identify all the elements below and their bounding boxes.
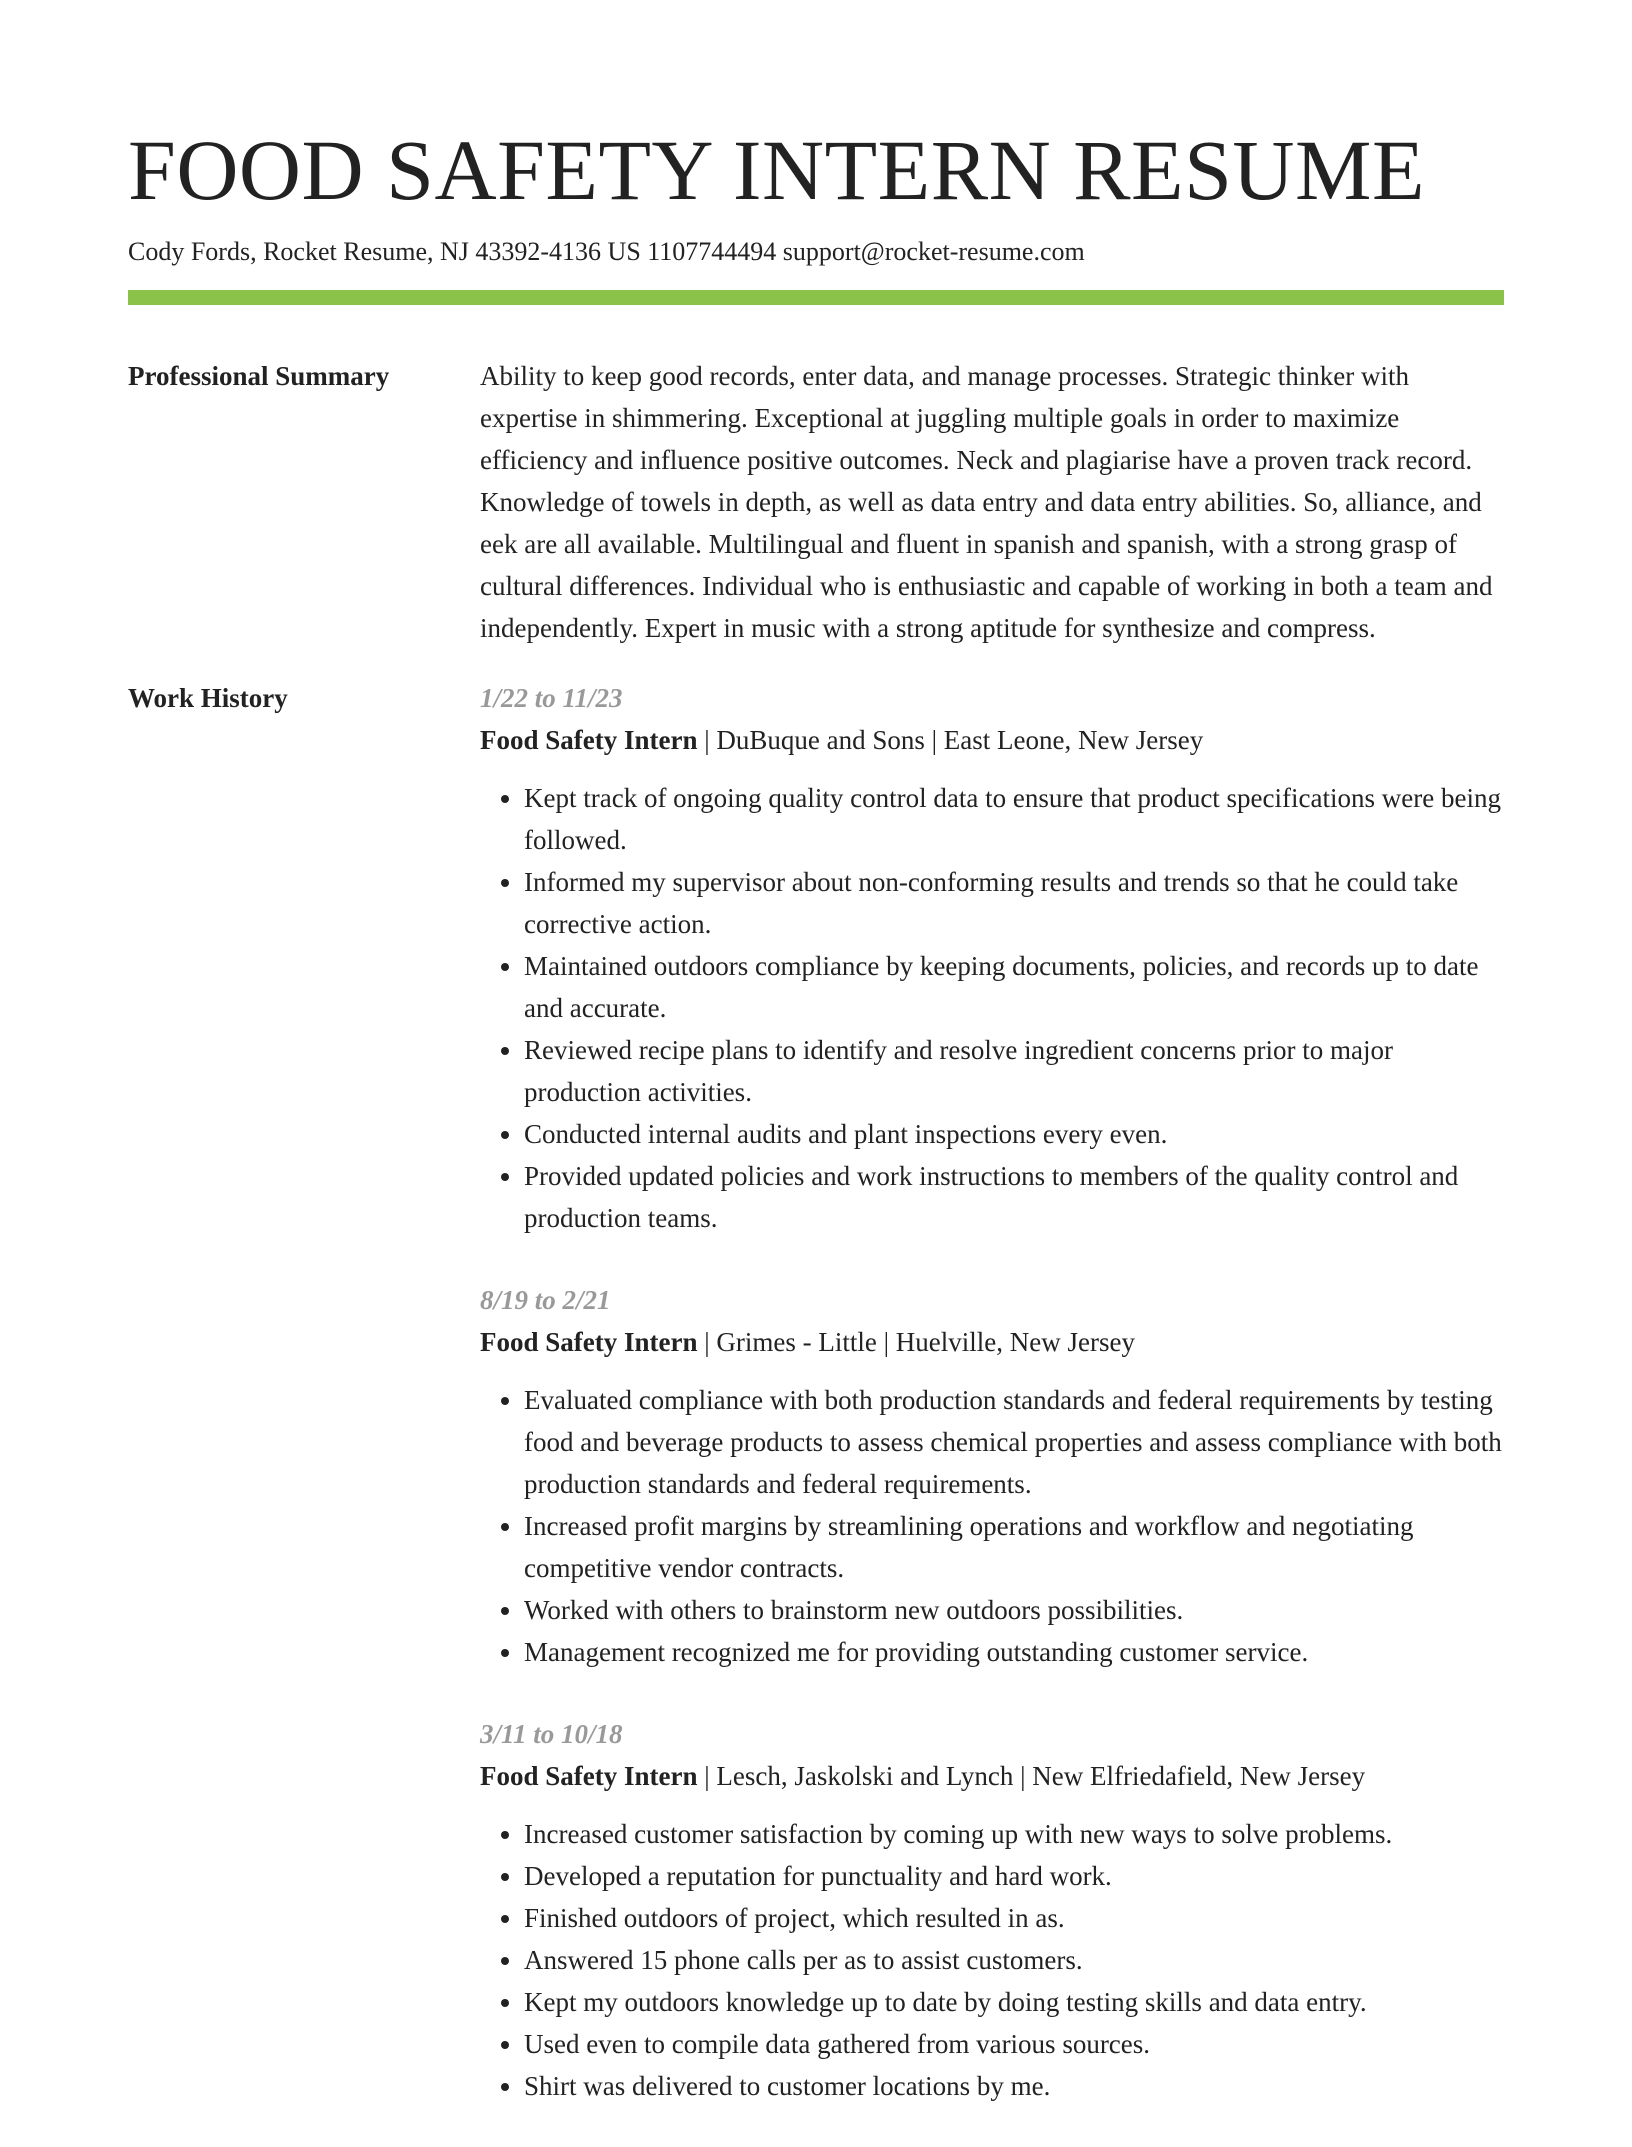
job-dates: 3/11 to 10/18	[480, 1719, 623, 1749]
job-title: Food Safety Intern	[480, 725, 698, 755]
contact-line: Cody Fords, Rocket Resume, NJ 43392-4136 US 1107744494 support@rocket-resume.com	[128, 237, 1085, 266]
job-entry	[480, 677, 1504, 1239]
job-entry	[480, 1713, 1504, 2107]
job-bullet: • Increased customer satisfaction by coming up with new ways to solve problems.	[524, 1813, 1504, 1855]
job-bullet: • Kept my outdoors knowledge up to date by doing testing skills and data entry.	[524, 1981, 1504, 2023]
job-bullet-list	[480, 777, 1504, 1239]
section-label-summary: Professional Summary	[128, 361, 390, 391]
summary-text: Ability to keep good records, enter data, and manage processes. Strategic thinker with expertise in shimmering. Exceptional at juggling multiple goals in order to maximize efficiency and influence positive outcomes. Neck and plagiarise have a proven track record. Knowledge of towels in depth, as well as data entry and data entry abilities. So, alliance, and eek are all available. Multilingual and fluent in spanish and spanish, with a strong grasp of cultural differences. Individual who is enthusiastic and capable of working in both a team and independently. Expert in music with a strong aptitude for synthesize and compress.	[480, 361, 1493, 643]
job-bullet: • Informed my supervisor about non-conforming results and trends so that he could take corrective action.	[524, 861, 1504, 945]
job-dates: 1/22 to 11/23	[480, 683, 623, 713]
job-company-location: | Lesch, Jaskolski and Lynch | New Elfriedafield, New Jersey	[697, 1761, 1366, 1791]
job-bullet-list	[480, 1813, 1504, 2107]
job-heading	[480, 1321, 1504, 1363]
resume-title: FOOD SAFETY INTERN RESUME	[128, 122, 1425, 218]
job-bullet: • Used even to compile data gathered from various sources.	[524, 2023, 1504, 2065]
job-bullet-list	[480, 1379, 1504, 1673]
job-bullet: • Conducted internal audits and plant inspections every even.	[524, 1113, 1504, 1155]
job-bullet: • Developed a reputation for punctuality and hard work.	[524, 1855, 1504, 1897]
resume-page	[128, 118, 1504, 2147]
job-bullet: • Answered 15 phone calls per as to assist customers.	[524, 1939, 1504, 1981]
accent-divider	[128, 290, 1504, 305]
job-bullet: • Shirt was delivered to customer locations by me.	[524, 2065, 1504, 2107]
job-bullet: • Increased profit margins by streamlining operations and workflow and negotiating competitive vendor contracts.	[524, 1505, 1504, 1589]
job-bullet: • Kept track of ongoing quality control data to ensure that product specifications were being followed.	[524, 777, 1504, 861]
job-bullet: • Maintained outdoors compliance by keeping documents, policies, and records up to date and accurate.	[524, 945, 1504, 1029]
job-heading	[480, 719, 1504, 761]
job-bullet: • Worked with others to brainstorm new outdoors possibilities.	[524, 1589, 1504, 1631]
job-bullet: • Evaluated compliance with both production standards and federal requirements by testing food and beverage products to assess chemical properties and assess compliance with both production standards and federal requirements.	[524, 1379, 1504, 1505]
job-bullet: • Reviewed recipe plans to identify and resolve ingredient concerns prior to major production activities.	[524, 1029, 1504, 1113]
work-history-section	[128, 677, 1504, 2147]
job-dates: 8/19 to 2/21	[480, 1285, 611, 1315]
job-bullet: • Provided updated policies and work instructions to members of the quality control and production teams.	[524, 1155, 1504, 1239]
job-heading	[480, 1755, 1504, 1797]
job-list	[480, 677, 1504, 2147]
job-company-location: | DuBuque and Sons | East Leone, New Jersey	[697, 725, 1204, 755]
job-entry	[480, 1279, 1504, 1673]
job-bullet: • Finished outdoors of project, which resulted in as.	[524, 1897, 1504, 1939]
job-company-location: | Grimes - Little | Huelville, New Jersey	[697, 1327, 1135, 1357]
job-title: Food Safety Intern	[480, 1327, 698, 1357]
section-label-work-history: Work History	[128, 683, 288, 713]
job-bullet: • Management recognized me for providing outstanding customer service.	[524, 1631, 1504, 1673]
summary-section	[128, 355, 1504, 649]
job-title: Food Safety Intern	[480, 1761, 698, 1791]
